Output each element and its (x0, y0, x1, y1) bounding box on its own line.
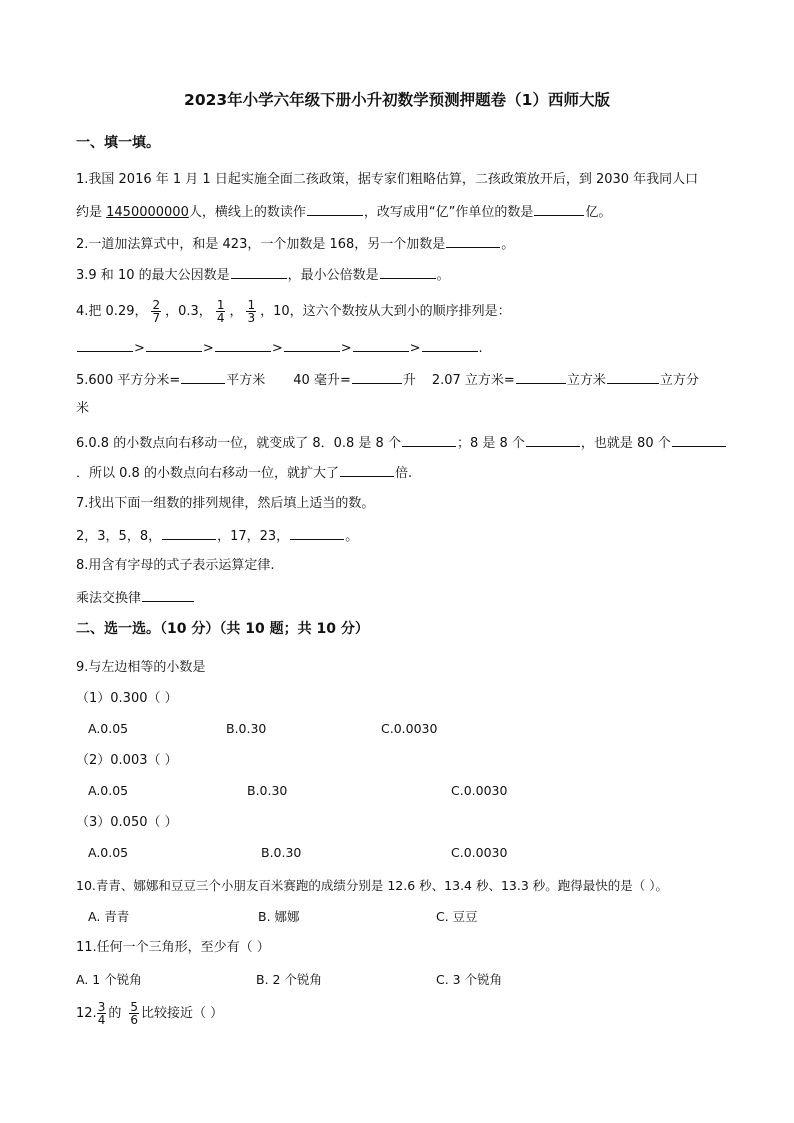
question-9: 9.与左边相等的小数是 (76, 660, 206, 675)
q2-text: 2.一道加法算式中，和是 423，一个加数是 168，另一个加数是 (76, 237, 446, 252)
option-c[interactable]: C.0.0030 (451, 783, 508, 798)
answer-blank[interactable] (422, 337, 478, 352)
section-2-heading: 二、选一选。（10 分）（共 10 题；共 10 分） (76, 621, 369, 637)
option-c[interactable]: C. 3 个锐角 (436, 972, 503, 987)
answer-blank[interactable] (284, 337, 340, 352)
option-c[interactable]: C.0.0030 (451, 845, 508, 860)
q6-mid1: ；8 是 8 个 (456, 436, 525, 451)
q1-number: 1450000000 (106, 205, 189, 220)
q4-pre: 4.把 0.29， (76, 304, 148, 319)
answer-blank[interactable] (146, 337, 202, 352)
answer-blank[interactable] (607, 369, 659, 384)
question-5-cont: 米 (76, 401, 90, 416)
option-a[interactable]: A.0.05 (88, 783, 129, 798)
q4-mid1: ，0.3， (165, 304, 212, 319)
q1-mid: 人，横线上的数读作 (188, 205, 306, 220)
question-11: 11.任何一个三角形，至少有（ ） (76, 940, 270, 955)
answer-blank[interactable] (672, 432, 726, 447)
q9-part-3-label: （3）0.050（ ） (76, 815, 178, 830)
answer-blank[interactable] (77, 337, 133, 352)
question-7: 7.找出下面一组数的排列规律，然后填上适当的数。 (76, 496, 375, 511)
q6-line2b: 倍. (394, 466, 413, 481)
answer-blank[interactable] (534, 201, 584, 216)
page-title: 2023年小学六年级下册小升初数学预测押题卷（1）西师大版 (184, 91, 610, 109)
greater-than: > (202, 341, 214, 356)
q1-mid2: ，改写成用“亿”作单位的数是 (363, 205, 534, 220)
q5-a: 5.600 平方分米= (76, 373, 181, 388)
q12-end: 比较接近（ ） (140, 1006, 224, 1021)
answer-blank[interactable] (162, 525, 216, 540)
q4-mid2: ， (229, 304, 243, 319)
q8-sub-label: 乘法交换律 (76, 591, 142, 606)
option-a[interactable]: A.0.05 (88, 845, 129, 860)
greater-than: > (340, 341, 352, 356)
answer-blank[interactable] (215, 337, 271, 352)
period: . (478, 341, 483, 356)
q6-pre: 6.0.8 的小数点向右移动一位，就变成了 8．0.8 是 8 个 (76, 436, 401, 451)
q3-mid: ，最小公倍数是 (287, 268, 379, 283)
question-2 (76, 233, 514, 255)
question-3 (76, 264, 450, 286)
fraction: $\frac{1}{4}$ (216, 298, 225, 325)
option-b[interactable]: B.0.30 (261, 845, 302, 860)
option-a[interactable]: A.0.05 (88, 721, 129, 736)
answer-blank[interactable] (142, 587, 194, 602)
answer-blank[interactable] (290, 525, 344, 540)
answer-blank[interactable] (353, 337, 409, 352)
question-6-line-1 (76, 432, 727, 454)
question-12 (76, 1000, 223, 1028)
question-10: 10.青青、娜娜和豆豆三个小朋友百米赛跑的成绩分别是 12.6 秒、13.4 秒、13.3 秒。跑得最快的是（ ）。 (76, 878, 668, 893)
q9-part-2-label: （2）0.003（ ） (76, 753, 178, 768)
q1-pre: 约是 (76, 205, 107, 220)
answer-blank[interactable] (352, 369, 402, 384)
fraction: $\frac{5}{6}$ (130, 1000, 138, 1027)
option-a[interactable]: A. 青青 (88, 909, 130, 924)
q1-end: 亿。 (585, 205, 612, 220)
q3-pre: 3.9 和 10 的最大公因数是 (76, 268, 230, 283)
option-b[interactable]: B.0.30 (226, 721, 267, 736)
question-7-sequence (76, 525, 358, 547)
answer-blank[interactable] (307, 201, 363, 216)
question-5 (76, 369, 699, 391)
greater-than: > (134, 341, 145, 356)
q6-line2a: ．所以 0.8 的小数点向右移动一位，就扩大了 (76, 466, 339, 481)
section-1-heading: 一、填一填。 (76, 135, 160, 151)
q5-a-unit: 平方米 (226, 373, 266, 388)
answer-blank[interactable] (402, 432, 456, 447)
q7-seq-mid: ，17，23， (217, 529, 290, 544)
question-8-sub (76, 587, 195, 609)
q3-end: 。 (436, 268, 450, 283)
q5-b-unit: 升 (402, 373, 416, 388)
q5-c-unit2: 立方分 (659, 373, 699, 388)
fraction: $\frac{1}{3}$ (247, 298, 256, 325)
option-a[interactable]: A. 1 个锐角 (76, 972, 142, 987)
answer-blank[interactable] (516, 369, 566, 384)
answer-blank[interactable] (380, 264, 436, 279)
q7-seq-pre: 2，3，5，8， (76, 529, 162, 544)
answer-blank[interactable] (181, 369, 225, 384)
q12-mid: 的 (108, 1006, 122, 1021)
option-b[interactable]: B. 娜娜 (258, 909, 300, 924)
option-b[interactable]: B. 2 个锐角 (256, 972, 322, 987)
q9-part-1-label: （1）0.300（ ） (76, 691, 178, 706)
option-c[interactable]: C. 豆豆 (436, 909, 478, 924)
q7-seq-end: 。 (345, 529, 359, 544)
question-1-line-2 (76, 201, 611, 223)
greater-than: > (409, 341, 421, 356)
question-6-line-2 (76, 462, 412, 484)
q4-end: ，10，这六个数按从大到小的顺序排列是： (260, 304, 511, 319)
option-c[interactable]: C.0.0030 (381, 721, 438, 736)
question-1-line-1: 1.我国 2016 年 1 月 1 日起实施全面二孩政策，据专家们粗略估算，二孩政策放开后，到 2030 年我同人口 (76, 172, 699, 187)
q5-b: 40 毫升= (293, 373, 351, 388)
fraction: $\frac{2}{7}$ (152, 298, 161, 325)
q5-c: 2.07 立方米= (431, 373, 515, 388)
q2-end: 。 (501, 237, 515, 252)
question-8: 8.用含有字母的式子表示运算定律. (76, 558, 275, 573)
option-b[interactable]: B.0.30 (247, 783, 288, 798)
answer-blank[interactable] (446, 233, 500, 248)
answer-blank[interactable] (231, 264, 287, 279)
answer-blank[interactable] (340, 462, 394, 477)
fraction: $\frac{3}{4}$ (97, 1000, 106, 1027)
question-4-answer-row (76, 337, 483, 359)
q6-mid2: ，也就是 80 个 (580, 436, 671, 451)
q5-c-unit1: 立方米 (566, 373, 606, 388)
greater-than: > (271, 341, 283, 356)
q12-pre: 12. (76, 1006, 97, 1021)
question-4 (76, 298, 511, 326)
answer-blank[interactable] (526, 432, 580, 447)
